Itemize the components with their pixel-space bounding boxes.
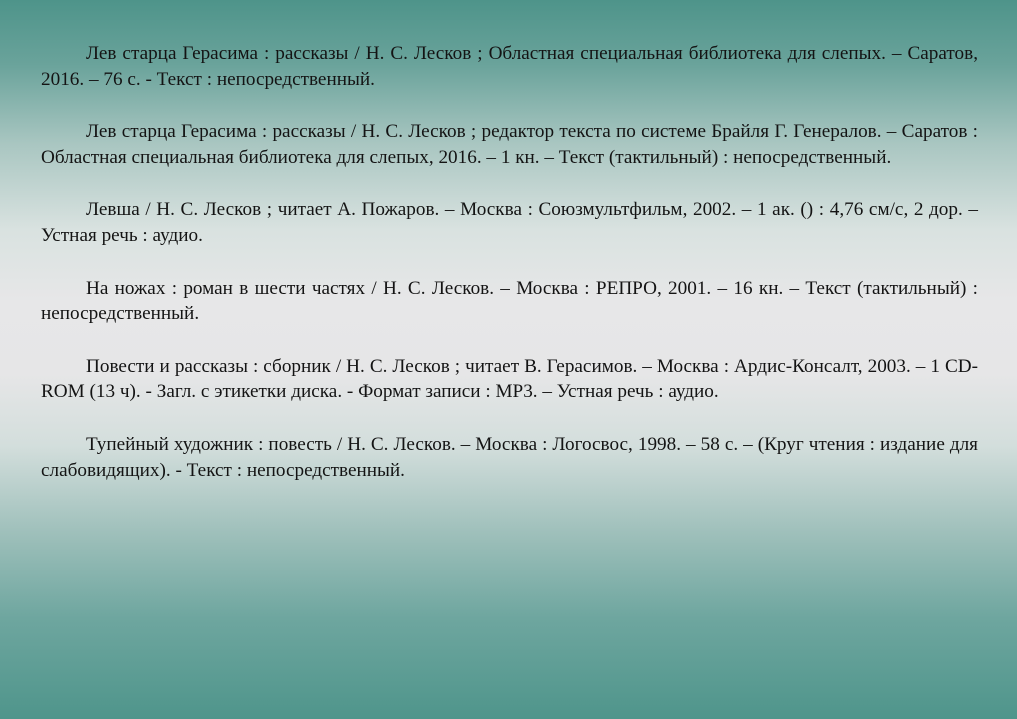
bibliography-list <box>41 41 978 510</box>
bibliography-entry: Левша / Н. С. Лесков ; читает А. Пожаров. – Москва : Союзмультфильм, 2002. – 1 ак. () : 4,76 см/с, 2 дор. – Устная речь : аудио. <box>41 199 978 246</box>
bibliography-entry: Лев старца Герасима : рассказы / Н. С. Лесков ; Областная специальная библиотека для слепых. – Саратов, 2016. – 76 с. - Текст : непосредственный. <box>41 43 978 90</box>
bibliography-entry: Лев старца Герасима : рассказы / Н. С. Лесков ; редактор текста по системе Брайля Г. Генералов. – Саратов : Областная специальная библиотека для слепых, 2016. – 1 кн. – Текст (тактильный) : непосредственный. <box>41 121 978 168</box>
bibliography-entry: На ножах : роман в шести частях / Н. С. Лесков. – Москва : РЕПРО, 2001. – 16 кн. – Текст (тактильный) : непосредственный. <box>41 277 978 325</box>
bibliography-entry: Повести и рассказы : сборник / Н. С. Лесков ; читает В. Герасимов. – Москва : Ардис-Консалт, 2003. – 1 CD-ROM (13 ч). - Загл. с этикетки диска. - Формат записи : MP3. – Устная речь : аудио. <box>41 355 978 403</box>
bibliography-entry: Тупейный художник : повесть / Н. С. Лесков. – Москва : Логосвос, 1998. – 58 с. – (Круг чтения : издание для слабовидящих). - Текст : непосредственный. <box>41 433 978 481</box>
